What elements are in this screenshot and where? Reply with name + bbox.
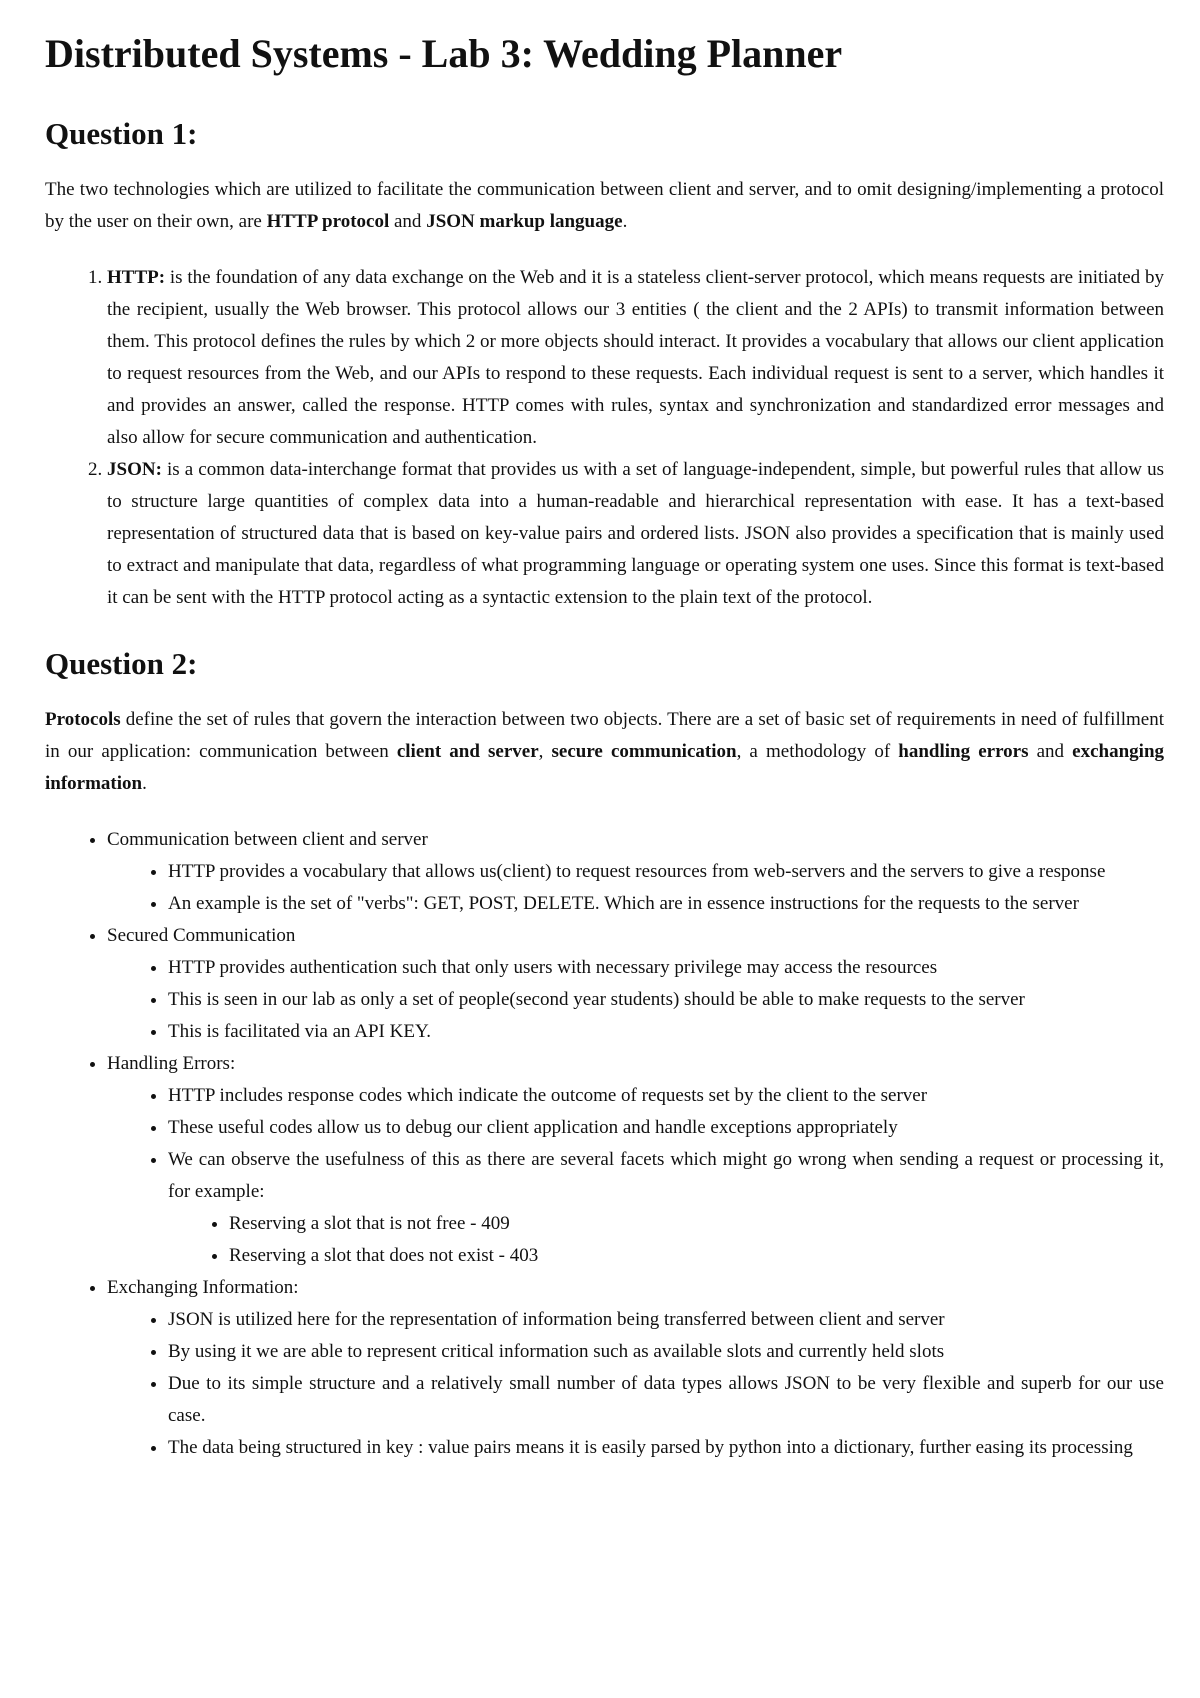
intro-bold-secure: secure communication [551,741,737,762]
sub-list [107,856,1164,920]
intro-bold-errors: handling errors [898,741,1029,762]
intro-text: . [622,211,628,232]
list-item: • This is seen in our lab as only a set of people(second year students) should be able to make requests to the server [168,984,1164,1016]
list-item: • An example is the set of "verbs": GET, POST, DELETE. Which are in essence instructions for the requests to the server [168,888,1164,920]
example-item: • Reserving a slot that is not free - 409 [229,1208,1164,1240]
list-item-json [107,454,1164,614]
group-label: Exchanging Information: [107,1277,299,1298]
intro-text: . [142,773,147,794]
question-2-list [45,824,1164,1464]
question-2-intro [45,704,1164,800]
list-item-http [107,262,1164,454]
list-item: • By using it we are able to represent critical information such as available slots and currently held slots [168,1336,1164,1368]
intro-text: The two technologies which are utilized to facilitate the communication between client and server, and to omit designing/implementing a protocol by the user on their own, are [45,179,1164,232]
intro-text: , a methodology of [736,741,899,762]
question-1-heading: Question 1: [45,116,198,151]
list-item: • HTTP provides a vocabulary that allows us(client) to request resources from web-servers and the servers to give a response [168,856,1164,888]
intro-text: , [538,741,552,762]
list-item: • HTTP provides authentication such that only users with necessary privilege may access the resources [168,952,1164,984]
list-item: • This is facilitated via an API KEY. [168,1016,1164,1048]
group-label: Secured Communication [107,925,296,946]
list-item: • JSON is utilized here for the representation of information being transferred between client and server [168,1304,1164,1336]
example-item: • Reserving a slot that does not exist - 403 [229,1240,1164,1272]
intro-text: and [1028,741,1073,762]
group-exchanging [107,1272,1164,1464]
group-label: Communication between client and server [107,829,428,850]
sub-list [107,1080,1164,1272]
group-label: Handling Errors: [107,1053,236,1074]
intro-bold-protocols: Protocols [45,709,121,730]
list-item: • HTTP includes response codes which indicate the outcome of requests set by the client to the server [168,1080,1164,1112]
list-item [168,1144,1164,1272]
list-item: • These useful codes allow us to debug our client application and handle exceptions appropriately [168,1112,1164,1144]
sub-list [107,1304,1164,1464]
intro-bold-json: JSON markup language [426,211,623,232]
group-errors [107,1048,1164,1272]
intro-bold-http: HTTP protocol [266,211,390,232]
group-communication [107,824,1164,920]
intro-bold-exchanging: exchanging information [45,741,1165,794]
group-secured [107,920,1164,1048]
definition-http: is the foundation of any data exchange on the Web and it is a stateless client-server protocol, which means requests are initiated by the recipient, usually the Web browser. This protocol allows our 3 entities ( the client and the 2 APIs) to transmit information between them. This protocol defines the rules by which 2 or more objects should interact. It provides a vocabulary that allows our client application to request resources from the Web, and our APIs to respond to these requests. Each individual request is sent to a server, which handles it and provides an answer, called the response. HTTP comes with rules, syntax and synchronization and standardized error messages and also allow for secure communication and authentication. [107,267,1164,448]
intro-text: and [389,211,427,232]
list-item: • Due to its simple structure and a relatively small number of data types allows JSON to be very flexible and superb for our use case. [168,1368,1164,1432]
intro-text: define the set of rules that govern the interaction between two objects. There are a set of basic set of requirements in need of fulfillment in our application: communication between [45,709,1164,762]
sub-list [107,952,1164,1048]
term-http: HTTP: [107,267,166,288]
intro-bold-client-server: client and server [396,741,539,762]
question-1-list [45,262,1164,614]
question-1-intro [45,174,1164,238]
document-title: Distributed Systems - Lab 3: Wedding Planner [45,31,843,76]
example-list [168,1208,1164,1272]
term-json: JSON: [107,459,162,480]
list-item-text: We can observe the usefulness of this as there are several facets which might go wrong when sending a request or processing it, for example: [168,1149,1164,1202]
list-item: • The data being structured in key : value pairs means it is easily parsed by python into a dictionary, further easing its processing [168,1432,1164,1464]
question-2-heading: Question 2: [45,646,198,681]
definition-json: is a common data-interchange format that provides us with a set of language-independent, simple, but powerful rules that allow us to structure large quantities of complex data into a human-readable and hierarchical representation with ease. It has a text-based representation of structured data that is based on key-value pairs and ordered lists. JSON also provides a specification that is mainly used to extract and manipulate that data, regardless of what programming language or operating system one uses. Since this format is text-based it can be sent with the HTTP protocol acting as a syntactic extension to the plain text of the protocol. [107,459,1164,608]
